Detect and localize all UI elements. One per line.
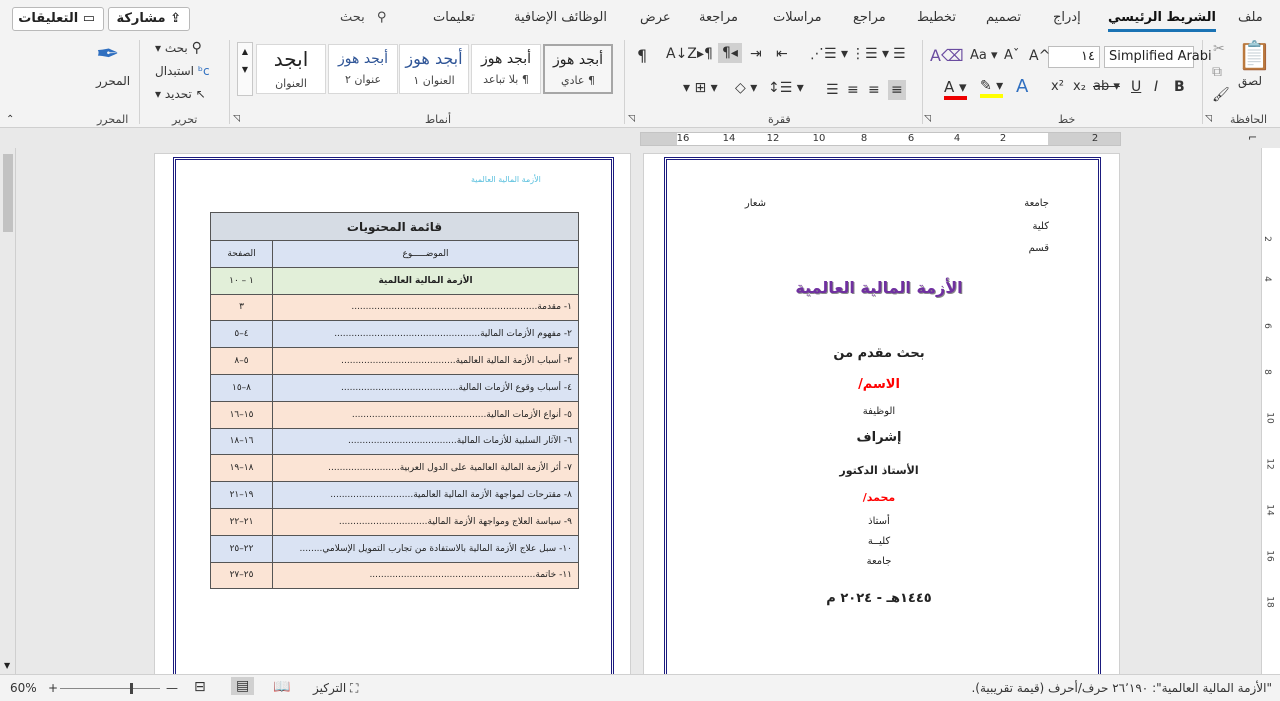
cover-university: جامعة xyxy=(1024,198,1049,209)
scroll-thumb[interactable] xyxy=(3,154,13,232)
cover-professor: الأستاذ الدكتور xyxy=(839,464,919,477)
cover-date: ١٤٤٥هـ - ٢٠٢٤ م xyxy=(826,591,932,606)
font-name-value: Simplified Arabi xyxy=(1109,49,1212,64)
paste-label[interactable]: لصق xyxy=(1238,74,1263,88)
toc-title: قائمة المحتويات xyxy=(211,213,579,241)
toc-row-page: ١٥–١٦ xyxy=(211,401,273,428)
toc-row-text: ٥- أنواع الأزمات المالية............................................... xyxy=(273,401,579,428)
toc-row-page: ١٦–١٨ xyxy=(211,428,273,455)
borders-icon[interactable]: ▾ ⊞ ▾ xyxy=(683,80,718,96)
ruler-tick: 8 xyxy=(860,133,868,144)
clipboard-launcher-icon[interactable]: ◹ xyxy=(1205,114,1212,124)
cover-supervision: إشراف xyxy=(856,430,902,445)
toc-row-page: ٢٥–٢٧ xyxy=(211,562,273,589)
search-label: بحث xyxy=(340,10,365,25)
styles-scroll[interactable] xyxy=(237,42,253,96)
editor-icon[interactable]: ✒ xyxy=(96,37,120,70)
toc-row-text: ١٠- سبل علاج الأزمة المالية بالاستفادة من تجارب التمويل الإسلامي........ xyxy=(273,535,579,562)
editor-group-label: المحرر xyxy=(97,113,129,126)
zoom-out-icon[interactable]: — xyxy=(166,681,178,695)
italic-icon[interactable]: I xyxy=(1154,79,1159,95)
share-label: مشاركة xyxy=(116,11,166,26)
cover-position: أستاذ xyxy=(868,516,890,527)
tab-view[interactable]: عرض xyxy=(640,10,671,25)
increase-indent-icon[interactable]: ⇥ xyxy=(750,46,762,62)
toc-row-text: ١١- خاتمة.......................................................... xyxy=(273,562,579,589)
clear-formatting-icon[interactable]: A⌫ xyxy=(930,46,964,65)
page-cover[interactable] xyxy=(643,153,1120,676)
comment-icon: ▭ xyxy=(82,11,95,26)
highlight-icon[interactable]: ✎ ▾ xyxy=(980,78,1003,98)
chevron-down-icon: ▾ xyxy=(155,87,162,101)
toc-row-text: ٣- أسباب الأزمة المالية العالمية........................................ xyxy=(273,348,579,375)
toc-table xyxy=(210,212,579,589)
share-icon: ⇪ xyxy=(170,11,181,26)
cover-faculty-2: كليــة xyxy=(867,536,891,547)
align-left-icon[interactable]: ≡ xyxy=(847,82,859,98)
group-divider xyxy=(624,40,625,124)
ruler-bar xyxy=(0,128,1280,150)
vruler-tick: 10 xyxy=(1264,412,1275,424)
replace-button[interactable] xyxy=(155,64,210,78)
cover-title: الأزمة المالية العالمية xyxy=(795,278,963,297)
cover-professor-name: محمد/ xyxy=(862,491,896,504)
search-icon: ⚲ xyxy=(191,40,202,56)
shading-icon[interactable]: ◇ ▾ xyxy=(735,80,758,96)
grow-font-icon[interactable]: A^ xyxy=(1029,48,1051,64)
web-layout-icon[interactable]: ⊟ xyxy=(194,679,206,695)
toc-main-page: ١ – ١٠ xyxy=(211,267,273,294)
copy-icon[interactable]: ⧉ xyxy=(1212,64,1222,80)
tab-home[interactable]: الشريط الرئيسي xyxy=(1108,10,1216,25)
paragraph-group-label: فقرة xyxy=(768,113,791,126)
line-spacing-icon[interactable]: ↕☰ ▾ xyxy=(768,80,804,96)
toc-row-page: ٨–١٥ xyxy=(211,374,273,401)
editor-label[interactable]: المحرر xyxy=(96,74,131,88)
style-preview: أبجد هوز xyxy=(481,51,531,67)
tab-addins[interactable]: الوظائف الإضافية xyxy=(514,10,607,25)
status-bar xyxy=(0,674,1280,701)
toc-row-text: ٨- مقترحات لمواجهة الأزمة المالية العالمية............................. xyxy=(273,482,579,509)
toc-row-text: ٩- سياسة العلاج ومواجهة الأزمة المالية............................... xyxy=(273,508,579,535)
multilevel-list-icon[interactable]: ⋰☰ ▾ xyxy=(810,46,849,62)
ruler-tick: 6 xyxy=(907,133,915,144)
vruler-tick: 4 xyxy=(1261,276,1272,282)
page-toc[interactable] xyxy=(154,153,631,676)
numbering-icon[interactable]: ⋮☰ ▾ xyxy=(851,46,890,62)
scroll-down-icon[interactable]: ▼ xyxy=(4,661,11,670)
toc-row-text: ٧- أثر الأزمة المالية العالمية على الدول العربية......................... xyxy=(273,455,579,482)
clipboard-group-label: الحافظة xyxy=(1230,113,1268,126)
font-launcher-icon[interactable]: ◹ xyxy=(924,114,931,124)
tab-design[interactable]: تصميم xyxy=(986,10,1021,25)
search-box[interactable] xyxy=(340,10,386,25)
justify-icon[interactable]: ☰ xyxy=(826,82,839,98)
cover-logo-placeholder: شعار xyxy=(744,198,766,209)
replace-icon: ᵇc xyxy=(197,64,210,78)
style-preview: أبجد هوز xyxy=(553,52,603,68)
ruler-tick: 2 xyxy=(999,133,1007,144)
comments-label: التعليقات xyxy=(18,11,79,26)
toc-row-page: ٣ xyxy=(211,294,273,321)
toc-row-text: ٦- الآثار السلبية للأزمات المالية...................................... xyxy=(273,428,579,455)
superscript-icon[interactable]: x² xyxy=(1051,79,1064,94)
change-case-icon[interactable]: Aa ▾ xyxy=(970,48,998,63)
show-marks-icon[interactable]: ¶ xyxy=(637,46,648,65)
read-mode-icon[interactable]: 📖 xyxy=(273,679,291,695)
group-divider xyxy=(229,40,230,124)
page-header-text: الأزمة المالية العالمية xyxy=(471,175,541,184)
style-no-spacing[interactable] xyxy=(471,44,541,94)
decrease-indent-icon[interactable]: ⇤ xyxy=(776,46,788,62)
subscript-icon[interactable]: x₂ xyxy=(1073,79,1086,94)
underline-icon[interactable]: U xyxy=(1131,79,1142,95)
style-heading-2[interactable] xyxy=(328,44,398,94)
vruler-tick: 16 xyxy=(1264,550,1275,562)
ribbon xyxy=(0,36,1280,128)
vruler-tick: 12 xyxy=(1264,458,1275,470)
toc-col-subject: الموضـــــوع xyxy=(273,241,579,268)
ruler-margin xyxy=(1048,133,1120,145)
style-preview: ابجد xyxy=(273,47,309,71)
horizontal-ruler[interactable] xyxy=(640,132,1121,146)
find-label: بحث xyxy=(164,41,188,55)
cursor-icon: ↖ xyxy=(195,87,206,101)
style-preview: أبجد هوز xyxy=(405,49,463,68)
shrink-font-icon[interactable]: Aˇ xyxy=(1004,48,1020,63)
bullets-icon[interactable]: ☰ xyxy=(893,46,906,62)
ruler-tick: 12 xyxy=(766,133,780,144)
toc-row-text: ١- مقدمة................................................................. xyxy=(273,294,579,321)
ribbon-tab-bar xyxy=(0,0,1280,36)
style-heading-1[interactable] xyxy=(399,44,469,94)
search-icon: ⚲ xyxy=(376,10,387,25)
editing-group-label: تحرير xyxy=(172,113,198,126)
styles-launcher-icon[interactable]: ◹ xyxy=(233,114,240,124)
font-size-box[interactable] xyxy=(1048,46,1100,68)
group-divider xyxy=(139,40,140,124)
zoom-level[interactable]: 60% xyxy=(10,681,37,695)
toc-col-page: الصفحة xyxy=(211,241,273,268)
collapse-ribbon-icon[interactable]: ⌃ xyxy=(6,114,15,125)
vruler-tick: 8 xyxy=(1261,369,1272,375)
font-size-value: ١٤ xyxy=(1081,49,1095,64)
toc-row-page: ١٨–١٩ xyxy=(211,455,273,482)
select-button[interactable] xyxy=(155,87,206,101)
style-name: عنوان ٢ xyxy=(344,73,382,86)
toc-row-page: ٥–٨ xyxy=(211,348,273,375)
focus-mode-button[interactable] xyxy=(313,681,358,696)
paragraph-launcher-icon[interactable]: ◹ xyxy=(628,114,635,124)
font-name-box[interactable] xyxy=(1104,46,1212,68)
style-preview: أبجد هوز xyxy=(338,51,388,67)
strikethrough-icon[interactable]: ab ▾ xyxy=(1093,79,1120,94)
cover-faculty: كلية xyxy=(1032,221,1049,232)
ruler-tick: 14 xyxy=(722,133,736,144)
text-effects-icon[interactable]: A xyxy=(1016,76,1029,97)
tab-review[interactable]: مراجعة xyxy=(699,10,739,25)
replace-label: استبدال xyxy=(155,64,194,78)
bold-icon[interactable]: B xyxy=(1174,79,1185,95)
tab-file[interactable]: ملف xyxy=(1238,10,1263,25)
ltr-direction-icon[interactable]: ▸¶ xyxy=(697,46,713,62)
group-divider xyxy=(922,40,923,124)
cover-name-label: الاسم/ xyxy=(858,377,900,392)
toc-row-page: ٢١–٢٢ xyxy=(211,508,273,535)
vruler-tick: 2 xyxy=(1261,236,1272,242)
font-group-label: خط xyxy=(1058,113,1076,126)
ruler-margin xyxy=(641,133,677,145)
style-title[interactable] xyxy=(256,44,326,94)
chevron-up-icon[interactable]: ▲ xyxy=(241,47,249,56)
format-painter-icon[interactable]: 🖌 xyxy=(1212,87,1230,103)
zoom-slider[interactable] xyxy=(60,688,160,689)
tab-mailings[interactable]: مراسلات xyxy=(773,10,822,25)
tab-selector-icon[interactable]: ⌐ xyxy=(1248,131,1258,144)
rtl-direction-icon[interactable]: ¶◂ xyxy=(718,43,742,63)
cut-icon[interactable]: ✂ xyxy=(1213,41,1225,57)
tab-references[interactable]: مراجع xyxy=(853,10,886,25)
ruler-tick: 16 xyxy=(676,133,690,144)
zoom-in-icon[interactable]: + xyxy=(48,681,59,695)
vertical-ruler[interactable] xyxy=(1261,148,1280,674)
ruler-tick: 10 xyxy=(812,133,826,144)
focus-icon: ⛶ xyxy=(350,681,359,695)
styles-gallery xyxy=(256,42,614,96)
font-color-icon[interactable]: A ▾ xyxy=(944,78,967,100)
style-name: العنوان xyxy=(275,77,307,90)
tab-layout[interactable]: تخطيط xyxy=(917,10,956,25)
styles-group-label: أنماط xyxy=(425,113,452,126)
style-name: العنوان ١ xyxy=(413,74,455,87)
toc-row-page: ٤–٥ xyxy=(211,321,273,348)
cover-department: قسم xyxy=(1028,243,1049,254)
vruler-tick: 14 xyxy=(1264,504,1275,516)
cover-job: الوظيفة xyxy=(862,406,896,417)
select-label: تحديد xyxy=(164,87,192,101)
cover-presented-by: بحث مقدم من xyxy=(833,346,925,361)
toc-row-page: ١٩–٢١ xyxy=(211,482,273,509)
vruler-tick: 6 xyxy=(1261,323,1272,329)
vruler-tick: 18 xyxy=(1264,596,1275,608)
toc-row-page: ٢٢–٢٥ xyxy=(211,535,273,562)
focus-label: التركيز xyxy=(313,681,347,695)
print-layout-icon[interactable]: ▤ xyxy=(231,677,254,695)
tab-help[interactable]: تعليمات xyxy=(433,10,475,25)
style-normal[interactable] xyxy=(543,44,613,94)
find-button[interactable] xyxy=(155,40,202,56)
zoom-slider-thumb[interactable] xyxy=(130,683,133,694)
chevron-down-icon[interactable]: ▼ xyxy=(241,65,249,74)
word-count-status[interactable]: "الأزمة المالية العالمية": ٢٦٬١٩٠ حرف/أحرف (قيمة تقريبية). xyxy=(971,681,1272,695)
share-button[interactable] xyxy=(108,7,190,31)
toc-row-text: ٢- مفهوم الأزمات المالية................................................... xyxy=(273,321,579,348)
toc-row-text: ٤- أسباب وقوع الأزمات المالية......................................... xyxy=(273,374,579,401)
tab-insert[interactable]: إدراج xyxy=(1053,10,1081,25)
align-right-icon[interactable]: ≡ xyxy=(888,80,906,100)
ruler-tick: 2 xyxy=(1091,133,1099,144)
vertical-scrollbar[interactable] xyxy=(0,148,16,674)
cover-university-2: جامعة xyxy=(866,556,892,567)
style-name: ¶ بلا تباعد xyxy=(483,73,529,86)
chevron-down-icon: ▾ xyxy=(155,41,162,55)
sort-icon[interactable]: A↓Z xyxy=(666,46,697,62)
align-center-icon[interactable]: ≡ xyxy=(868,82,880,98)
ruler-tick: 4 xyxy=(953,133,961,144)
paste-icon[interactable]: 📋 xyxy=(1237,39,1272,72)
toc-main-text: الأزمة المالية العالمية xyxy=(273,267,579,294)
style-name: ¶ عادي xyxy=(561,74,595,87)
comments-button[interactable] xyxy=(12,7,104,31)
